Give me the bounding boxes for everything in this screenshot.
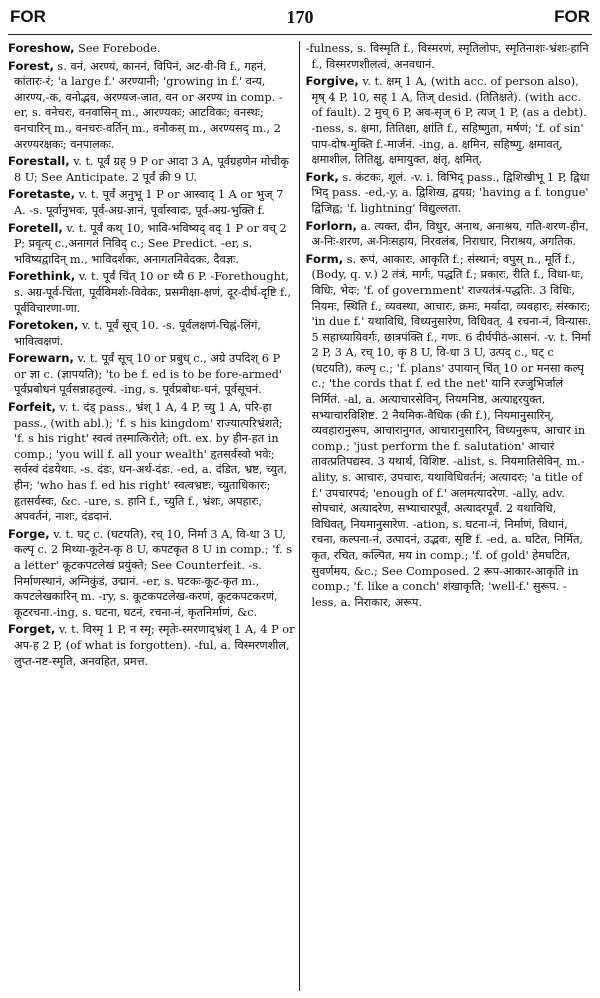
left-column bbox=[8, 41, 299, 991]
dictionary-entry bbox=[8, 622, 295, 669]
dictionary-entry bbox=[306, 170, 593, 217]
entry-definition: v. t. घट् c. (घटयति), रच् 10, निर्मा 3 A, वि-धा 3 U, कल्पृ c. 2 मिथ्या-कूटेन-कृ 8 U, कपटकृत 8 U in comp.; 'f. s a letter' कूटकपटलेखं प्रयुंक्ते; See Counterfeit. -s. निर्माणस्थानं, अग्निकुंडं, उद्मानं. -er, s. घटकः-कूट-कृत m., कपटलेखकारिन् m. -ry, s. कूटकपटलेख-करणं, कूटकपटकरणं, कूटरचना.-ing, s. घटना, घटनं, रचना-नं, कृतनिर्माणं, &c. bbox=[14, 527, 293, 619]
entry-headword: Foretaste, bbox=[8, 187, 76, 202]
entry-definition: v. t. पूर्वं चिंत् 10 or ध्यै 6 P. -Forethought, s. अग्र-पूर्व-चिंता, पूर्वविमर्शः-विवेकः, प्रसमीक्षा-क्षणं, दूर-दीर्घ-दृष्टि f., पूर्वविचारणा-णा. bbox=[14, 270, 291, 315]
running-head-right: FOR bbox=[554, 7, 590, 26]
page-header bbox=[8, 0, 592, 35]
dictionary-entry bbox=[8, 527, 295, 621]
entry-headword: Form, bbox=[305, 251, 344, 266]
dictionary-entry bbox=[8, 187, 295, 218]
entry-headword: Forewarn, bbox=[8, 351, 74, 366]
entry-headword: Forfeit, bbox=[8, 400, 56, 415]
entry-headword: Forge, bbox=[8, 526, 50, 541]
entry-definition: -fulness, s. विस्मृति f., विस्मरणं, स्मृतिलोपः, स्मृतिनाशः-भ्रंशः-हानि f., विस्मरणशीलत्वं, अनवधानं. bbox=[305, 42, 589, 71]
entry-headword: Forest, bbox=[8, 58, 54, 73]
entry-definition: v. t. क्षम् 1 A, (with acc. of person also), मृष् 4 P, 10, सह् 1 A, तिज् desid. (तितिक्षते). (with acc. of fault). 2 मुच् 6 P, अव-सृज् 6 P, त्यज् 1 P, (as a debt). -ness, s. क्षमा, तितिक्षा, क्षांति f., सहिष्णुता, मर्षणं; 'f. of sin' पाप-दोष-मुक्ति f.-मार्जनं. -ing, a. क्षमिन, सहिष्णु, क्षमावत्, क्षमाशील, तितिक्षु, क्षमायुक्त, क्षंतृ, क्षमित्. bbox=[311, 75, 587, 167]
entry-definition: s. रूपं, आकारः, आकृति f.; संस्थानं; वपुस् n., मूर्ति f., (Body, q. v.) 2 तंत्रं, मार्गः, पद्धति f.; प्रकारः, रीति f., विधा-धः, विधिः, भेदः; 'f. of government' राज्यतंत्रं-पद्धतिः. 3 विधिः, नियमः, स्थिति f., व्यवस्था, आचारः, क्रमः, मर्यादा, व्यवहारः, संस्कारः; 'in due f.' यथाविधि, विध्यनुसारेण, विधिवत्. 4 रचना-नं, विन्यासः. 5 सहाध्यायिवर्गः, छात्रपंक्ति f., गणः. 6 दीर्घपीठं-आसनं. -v. t. निर्मा 2 P, 3 A, रच् 10, कृ 8 U, वि-धा 3 U, उत्पद् c., घट् c (घटयति), कल्पृ c.; 'f. plans' उपायान् चिंत् 10 or मनसा कल्पृ c.; 'the cords that f. ed the net' यानि रज्जुभिर्जालं निर्मितं. -al, a. अत्याचारसेविन्, नियमनिष्ठ, अत्याद्दरयुक्त, सभ्याचारविशिष्ट. 2 नैयमिक-वैधिक (की f.), नियमानुसारिन्, व्यवहारानुरूप, आचारानुगत, आचारानुसारिन्, विध्यनुरूप, आचार in comp.; 'just perform the f. salutation' आचारं तावत्प्रतिपद्यस्व. 3 यथार्थ, विशिष्ट. -alist, s. नियमातिसेविन्. m.-ality, s. आचारः, उपचारः, यथाविधिवर्तनं; अत्यादरः; 'a title of f.' उपचारपदं; 'enough of f.' अलमत्यादरेण. -ally, adv. सोपचारं, अत्यादरेण, सभ्याचारपूर्वं, अत्यादरपूर्वं. 2 यथाविधि, विधिवत्, नियमानुसारेण. -ation, s. घटना-नं, निर्माणं, विधानं, रचना, कल्पना-नं, उत्पादनं, उद्भवः, सृष्टि f. -ed, a. घटित, निर्मित, कृत, रचित, कल्पित, मय in comp.; 'f. of gold' हेमघटित, सुवर्णमय, &c.; See Composed. 2 रूप-आकार-आकृति in comp.; 'f. like a conch' शंखाकृति; 'well-f.' सुरूप. -less, a. निराकार, अरूप. bbox=[311, 252, 592, 609]
two-column-body bbox=[8, 41, 592, 991]
dictionary-entry bbox=[8, 351, 295, 398]
page-number: 170 bbox=[286, 6, 314, 27]
entry-headword: Fork, bbox=[305, 169, 339, 184]
running-head-left: FOR bbox=[10, 7, 46, 26]
entry-definition: a. त्यक्त, दीन, विधुर, अनाथ, अनाश्रय, गति-शरण-हीन, अ-निः-शरण, अ-निःसहाय, निरवलंब, निराधार, निराश्रय, अगतिक. bbox=[311, 219, 589, 249]
entry-headword: Forlorn, bbox=[305, 218, 357, 233]
entry-headword: Forestall, bbox=[8, 154, 70, 169]
dictionary-entry bbox=[306, 252, 593, 611]
dictionary-entry bbox=[8, 154, 295, 185]
entry-definition: v. t. पूर्वं कथ् 10, भावि-भविष्यद् वद् 1 P or वच् 2 P; प्रवृत्य् c.,अनागतं निविद् c.; See Predict. -er, s. भविष्यद्वादिन् m., भाविदर्शकः, अनागतनिवेदकः, दैवज्ञः. bbox=[14, 221, 287, 266]
entry-definition: s. कंटकः, शूलं. -v. i. विभिद् pass., द्विशिखीभू 1 P, द्विधा भिद् pass. -ed,-y, a. द्विशिख, द्वयग्र; 'having a f. tongue' द्विजिह्व; 'f. lightning' विद्युल्लता. bbox=[311, 170, 590, 215]
entry-definition: v. t. दंड् pass., भ्रंश् 1 A, 4 P, च्यु 1 A, परि-हा pass., (with abl.); 'f. s his kingdom' राज्यात्परिभ्रंशते; 'f. s his right' स्वत्वं तस्मात्किरोते; oft. ex. by हीन-हत in comp.; 'you will f. all your wealth' हृतसर्वस्वो भवेः; सर्वस्वं दंडयेथाः. -s. दंडः, धन-अर्थ-दंडः. -ed, a. दंडित, भ्रष्ट, च्युत, हीन; 'who has f. ed his right' स्वत्वभ्रष्टः, च्युताधिकारः; हृतसर्वस्वः, &c. -ure, s. हानि f., च्युति f., भ्रंशः, अपहारः, अपवर्तनं, नाशः, दंडदानं. bbox=[14, 401, 288, 524]
entry-headword: Foretoken, bbox=[8, 318, 79, 333]
dictionary-entry bbox=[8, 221, 295, 268]
dictionary-entry bbox=[8, 269, 295, 316]
dictionary-entry bbox=[8, 59, 295, 153]
entry-definition: v. t. पूर्वं ग्रह् 9 P or आदा 3 A, पूर्वग्रहणेन मोचीकृ 8 U; See Anticipate. 2 पूर्वं क्री 9 U. bbox=[14, 155, 289, 184]
right-column bbox=[299, 41, 593, 991]
dictionary-entry bbox=[306, 74, 593, 168]
dictionary-entry bbox=[8, 41, 295, 57]
entry-headword: Forget, bbox=[8, 622, 56, 637]
entry-headword: Foreshow, bbox=[8, 41, 75, 55]
entry-definition: See Forebode. bbox=[74, 42, 161, 55]
entry-definition: s. वनं, अरण्यं, काननं, विपिनं, अट-वी-वि f., गहनं, कांतारः-रं; 'a large f.' अरण्यानी; 'growing in f.' वन्य, आरण्य,-क, वनोद्भव, अरण्यज-जात, वन or अरण्य in comp. -er, s. वनेचरः, वनवासिन् m., आरण्यकः; आटविकः; वनस्थः; वनचारिन् m., वनचरः-वर्तिन् m., वनौकस् m., अरण्यसद् m., 2 अरण्यरक्षकः; वनपालकः. bbox=[14, 59, 283, 151]
entry-definition: v. t. पूर्वं सूच् 10. -s. पूर्वलक्षणं-चिह्नं-लिंगं, भावित्वक्षणं. bbox=[14, 319, 261, 348]
entry-headword: Foretell, bbox=[8, 220, 63, 235]
dictionary-entry bbox=[306, 219, 593, 250]
entry-definition: v. t. पूर्वं सूच् 10 or प्रबुध् c., अग्रे उपदिश् 6 P or ज्ञा c. (ज्ञापयति); 'to be f. ed is to be fore-armed' पूर्वप्रबोधनं पूर्वसन्नाहतुल्यं. -ing, s. पूर्वप्रबोधः-धनं, पूर्वसूचनं. bbox=[14, 352, 282, 397]
entry-headword: Forgive, bbox=[305, 74, 359, 89]
dictionary-entry bbox=[306, 41, 593, 72]
dictionary-entry bbox=[8, 318, 295, 349]
entry-definition: v. t. विस्मृ 1 P, न स्मृ; स्मृतेः-स्मरणाद्भ्रंश् 1 A, 4 P or अप-ह 2 P, (of what is forgotten). -ful, a. विस्मरणशील, लुप्त-नष्ट-स्मृति, अनवहित, प्रमत्त. bbox=[14, 623, 295, 668]
dictionary-entry bbox=[8, 400, 295, 525]
entry-headword: Forethink, bbox=[8, 269, 76, 284]
entry-definition: v. t. पूर्वं अनुभू 1 P or आस्वाद् 1 A or भुज् 7 A. -s. पूर्वानुभवः, पूर्व-अग्र-ज्ञानं, पूर्वास्वादः, पूर्व-अग्र-भुक्ति f. bbox=[14, 188, 284, 217]
